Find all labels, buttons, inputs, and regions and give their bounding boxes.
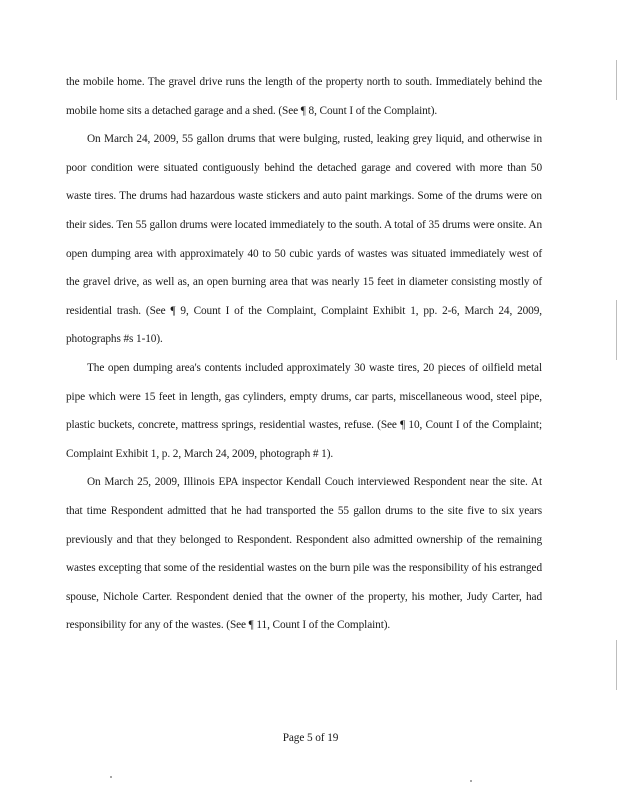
paragraph-drums: On March 24, 2009, 55 gallon drums that were bulging, rusted, leaking grey liquid, and otherwise in poor condition were situated contiguously behind the detached garage and covered with more than 50 waste tires. The drums had hazardous waste stickers and auto paint markings. Some of the drums were on their sides. Ten 55 gallon drums were located immediately to the south. A total of 35 drums were onsite. An open dumping area with approximately 40 to 50 cubic yards of wastes was situated immediately west of the gravel drive, as well as, an open burning area that was nearly 15 feet in diameter consisting mostly of residential trash. (See ¶ 9, Count I of the Complaint, Complaint Exhibit 1, pp. 2-6, March 24, 2009, photographs #s 1-10).	[66, 133, 542, 346]
page-number-footer: Page 5 of 19	[282, 732, 339, 744]
paragraph-dumping-area: The open dumping area's contents included approximately 30 waste tires, 20 pieces of oilfield metal pipe which were 15 feet in length, gas cylinders, empty drums, car parts, miscellaneous wood, steel pipe, plastic buckets, concrete, mattress springs, residential wastes, refuse. (See ¶ 10, Count I of the Complaint; Complaint Exhibit 1, p. 2, March 24, 2009, photograph # 1).	[66, 361, 542, 460]
document-body	[66, 68, 542, 640]
scan-edge-mark	[616, 60, 617, 100]
scan-edge-mark	[616, 640, 617, 690]
scan-speck	[110, 776, 112, 778]
paragraph-continuation: the mobile home. The gravel drive runs the length of the property north to south. Immediately behind the mobile home sits a detached garage and a shed. (See ¶ 8, Count I of the Complaint).	[66, 76, 542, 117]
paragraph-interview: On March 25, 2009, Illinois EPA inspector Kendall Couch interviewed Respondent near the site. At that time Respondent admitted that he had transported the 55 gallon drums to the site five to six years previously and that they belonged to Respondent. Respondent also admitted ownership of the remaining wastes excepting that some of the residential wastes on the burn pile was the responsibility of his estranged spouse, Nichole Carter. Respondent denied that the owner of the property, his mother, Judy Carter, had responsibility for any of the wastes. (See ¶ 11, Count I of the Complaint).	[66, 476, 542, 632]
scan-speck	[470, 780, 472, 782]
scan-edge-mark	[616, 300, 617, 360]
